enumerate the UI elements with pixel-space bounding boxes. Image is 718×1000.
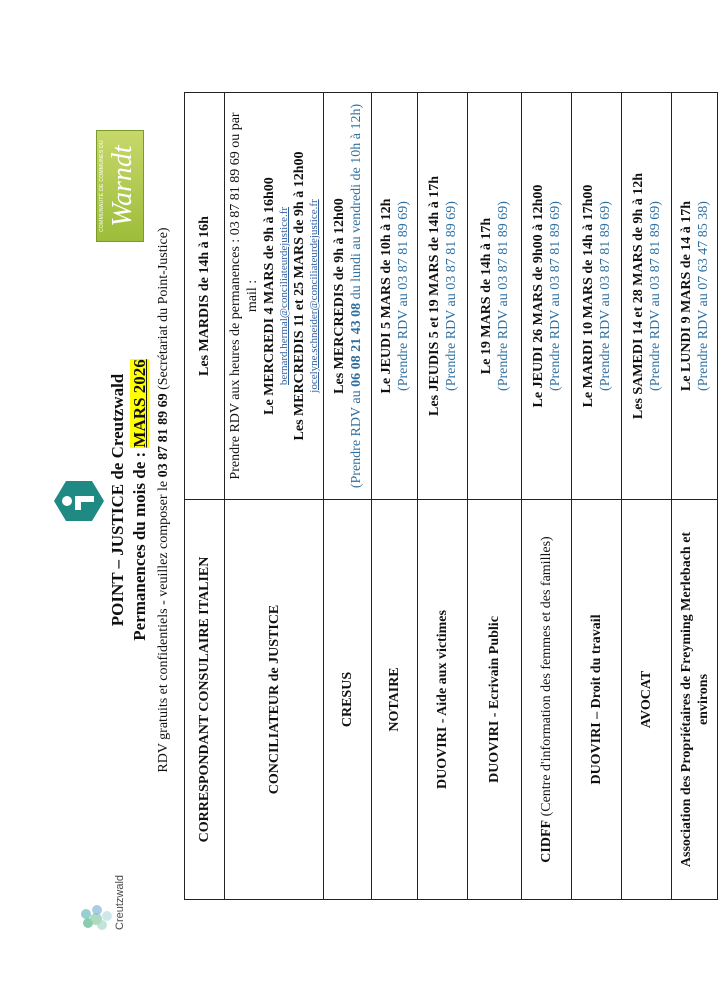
subtitle-prefix: Permanences du mois de : bbox=[130, 451, 149, 641]
schedule-line: Les SAMEDI 14 et 28 MARS de 9h à 12h bbox=[630, 172, 646, 420]
table-row bbox=[622, 93, 672, 900]
permanences-table bbox=[184, 92, 718, 900]
table-row bbox=[372, 93, 418, 900]
creutzwald-logo-text: Creutzwald bbox=[114, 874, 126, 930]
schedule-line: Le JEUDI 26 MARS de 9h00 à 12h00 bbox=[530, 184, 546, 408]
service-name: CIDFF bbox=[539, 819, 554, 863]
schedule-line: Le JEUDI 5 MARS de 10h à 12h bbox=[378, 198, 394, 394]
schedule-cell bbox=[522, 93, 572, 500]
service-name: AVOCAT bbox=[622, 500, 672, 900]
table-row bbox=[225, 93, 324, 900]
email-link[interactable]: jocelyne.schneider@conciliateurdejustice.fr bbox=[308, 199, 320, 393]
schedule-line: Le MERCREDI 4 MARS de 9h à 16h00 bbox=[262, 177, 277, 415]
schedule-line bbox=[348, 99, 365, 493]
phone-prefix: (Prendre RDV au bbox=[348, 386, 364, 489]
schedule-line: Les MERCREDIS 11 et 25 MARS de 9h à 12h00 bbox=[292, 151, 307, 441]
schedule-cell bbox=[372, 93, 418, 500]
service-name: Association des Propriétaires de Freyming Merlebach et environs bbox=[672, 500, 718, 900]
schedule-cell bbox=[672, 93, 718, 500]
schedule-line: (Prendre RDV au 03 87 81 89 69) bbox=[647, 201, 663, 391]
table-row bbox=[522, 93, 572, 900]
schedule-cell bbox=[418, 93, 468, 500]
service-name-cell bbox=[522, 500, 572, 900]
table-row bbox=[418, 93, 468, 900]
schedule-line: Le LUNDI 9 MARS de 14 à 17h bbox=[678, 200, 694, 392]
schedule-line: (Prendre RDV au 03 87 81 89 69) bbox=[597, 201, 613, 391]
service-name: DUOVIRI - Ecrivain Public bbox=[468, 500, 522, 900]
schedule-cell bbox=[324, 93, 372, 500]
warndt-logo-wordmark: Warndt bbox=[107, 145, 138, 227]
service-name: CORRESPONDANT CONSULAIRE ITALIEN bbox=[185, 500, 225, 900]
schedule-line: Le 19 MARS de 14h à 17h bbox=[478, 217, 494, 375]
info-prefix: RDV gratuits et confidentiels - veuillez composer le bbox=[156, 480, 171, 773]
page-title: POINT – JUSTICE de Creutzwald bbox=[108, 373, 127, 627]
schedule-cell bbox=[468, 93, 522, 500]
table-row bbox=[468, 93, 522, 900]
schedule-line: (Prendre RDV au 03 87 81 89 69) bbox=[547, 201, 563, 391]
schedule-line: (Prendre RDV au 03 87 81 89 69) bbox=[395, 201, 411, 391]
info-suffix: (Secrétariat du Point-Justice) bbox=[156, 227, 171, 390]
service-name: DUOVIRI - Aide aux victimes bbox=[418, 500, 468, 900]
schedule-line: Les MARDIS de 14h à 16h bbox=[197, 216, 212, 376]
phone-suffix: du lundi au vendredi de 10h à 12h) bbox=[348, 103, 364, 303]
table-row bbox=[672, 93, 718, 900]
schedule-line: (Prendre RDV au 07 63 47 85 38) bbox=[695, 201, 711, 391]
service-name: CRESUS bbox=[324, 500, 372, 900]
service-name-detail: (Centre d'information des femmes et des familles) bbox=[539, 536, 554, 820]
schedule-line: (Prendre RDV au 03 87 81 89 69) bbox=[443, 201, 459, 391]
point-justice-logo bbox=[52, 479, 106, 523]
schedule-line: Les MERCREDIS de 9h à 12h00 bbox=[331, 198, 347, 394]
warndt-logo-caption: COMMUNAUTÉ DE COMMUNES DU bbox=[99, 140, 105, 232]
service-name: DUOVIRI – Droit du travail bbox=[572, 500, 622, 900]
table-row bbox=[324, 93, 372, 900]
schedule-line: Le MARDI 10 MARS de 14h à 17h00 bbox=[580, 184, 596, 408]
subtitle-month: MARS 2026 bbox=[130, 359, 149, 448]
phone-number: 06 08 21 43 08 bbox=[348, 302, 364, 387]
info-line bbox=[156, 0, 172, 1000]
schedule-cell bbox=[572, 93, 622, 500]
service-name: NOTAIRE bbox=[372, 500, 418, 900]
email-link[interactable]: bernard.hermal@conciliateurdejustice.fr bbox=[278, 206, 290, 386]
schedule-cell bbox=[225, 93, 324, 500]
info-phone: 03 87 81 89 69 bbox=[156, 393, 171, 478]
page-subtitle bbox=[130, 0, 150, 1000]
table-row bbox=[185, 93, 225, 900]
schedule-line: Prendre RDV aux heures de permanences : 03 87 81 89 69 ou par mail : bbox=[228, 112, 260, 480]
table-row bbox=[572, 93, 622, 900]
schedule-cell bbox=[622, 93, 672, 500]
schedule-line: Les JEUDIS 5 et 19 MARS de 14h à 17h bbox=[426, 176, 442, 416]
schedule-cell bbox=[185, 93, 225, 500]
schedule-line: (Prendre RDV au 03 87 81 89 69) bbox=[495, 201, 511, 391]
service-name: CONCILIATEUR de JUSTICE bbox=[225, 500, 324, 900]
